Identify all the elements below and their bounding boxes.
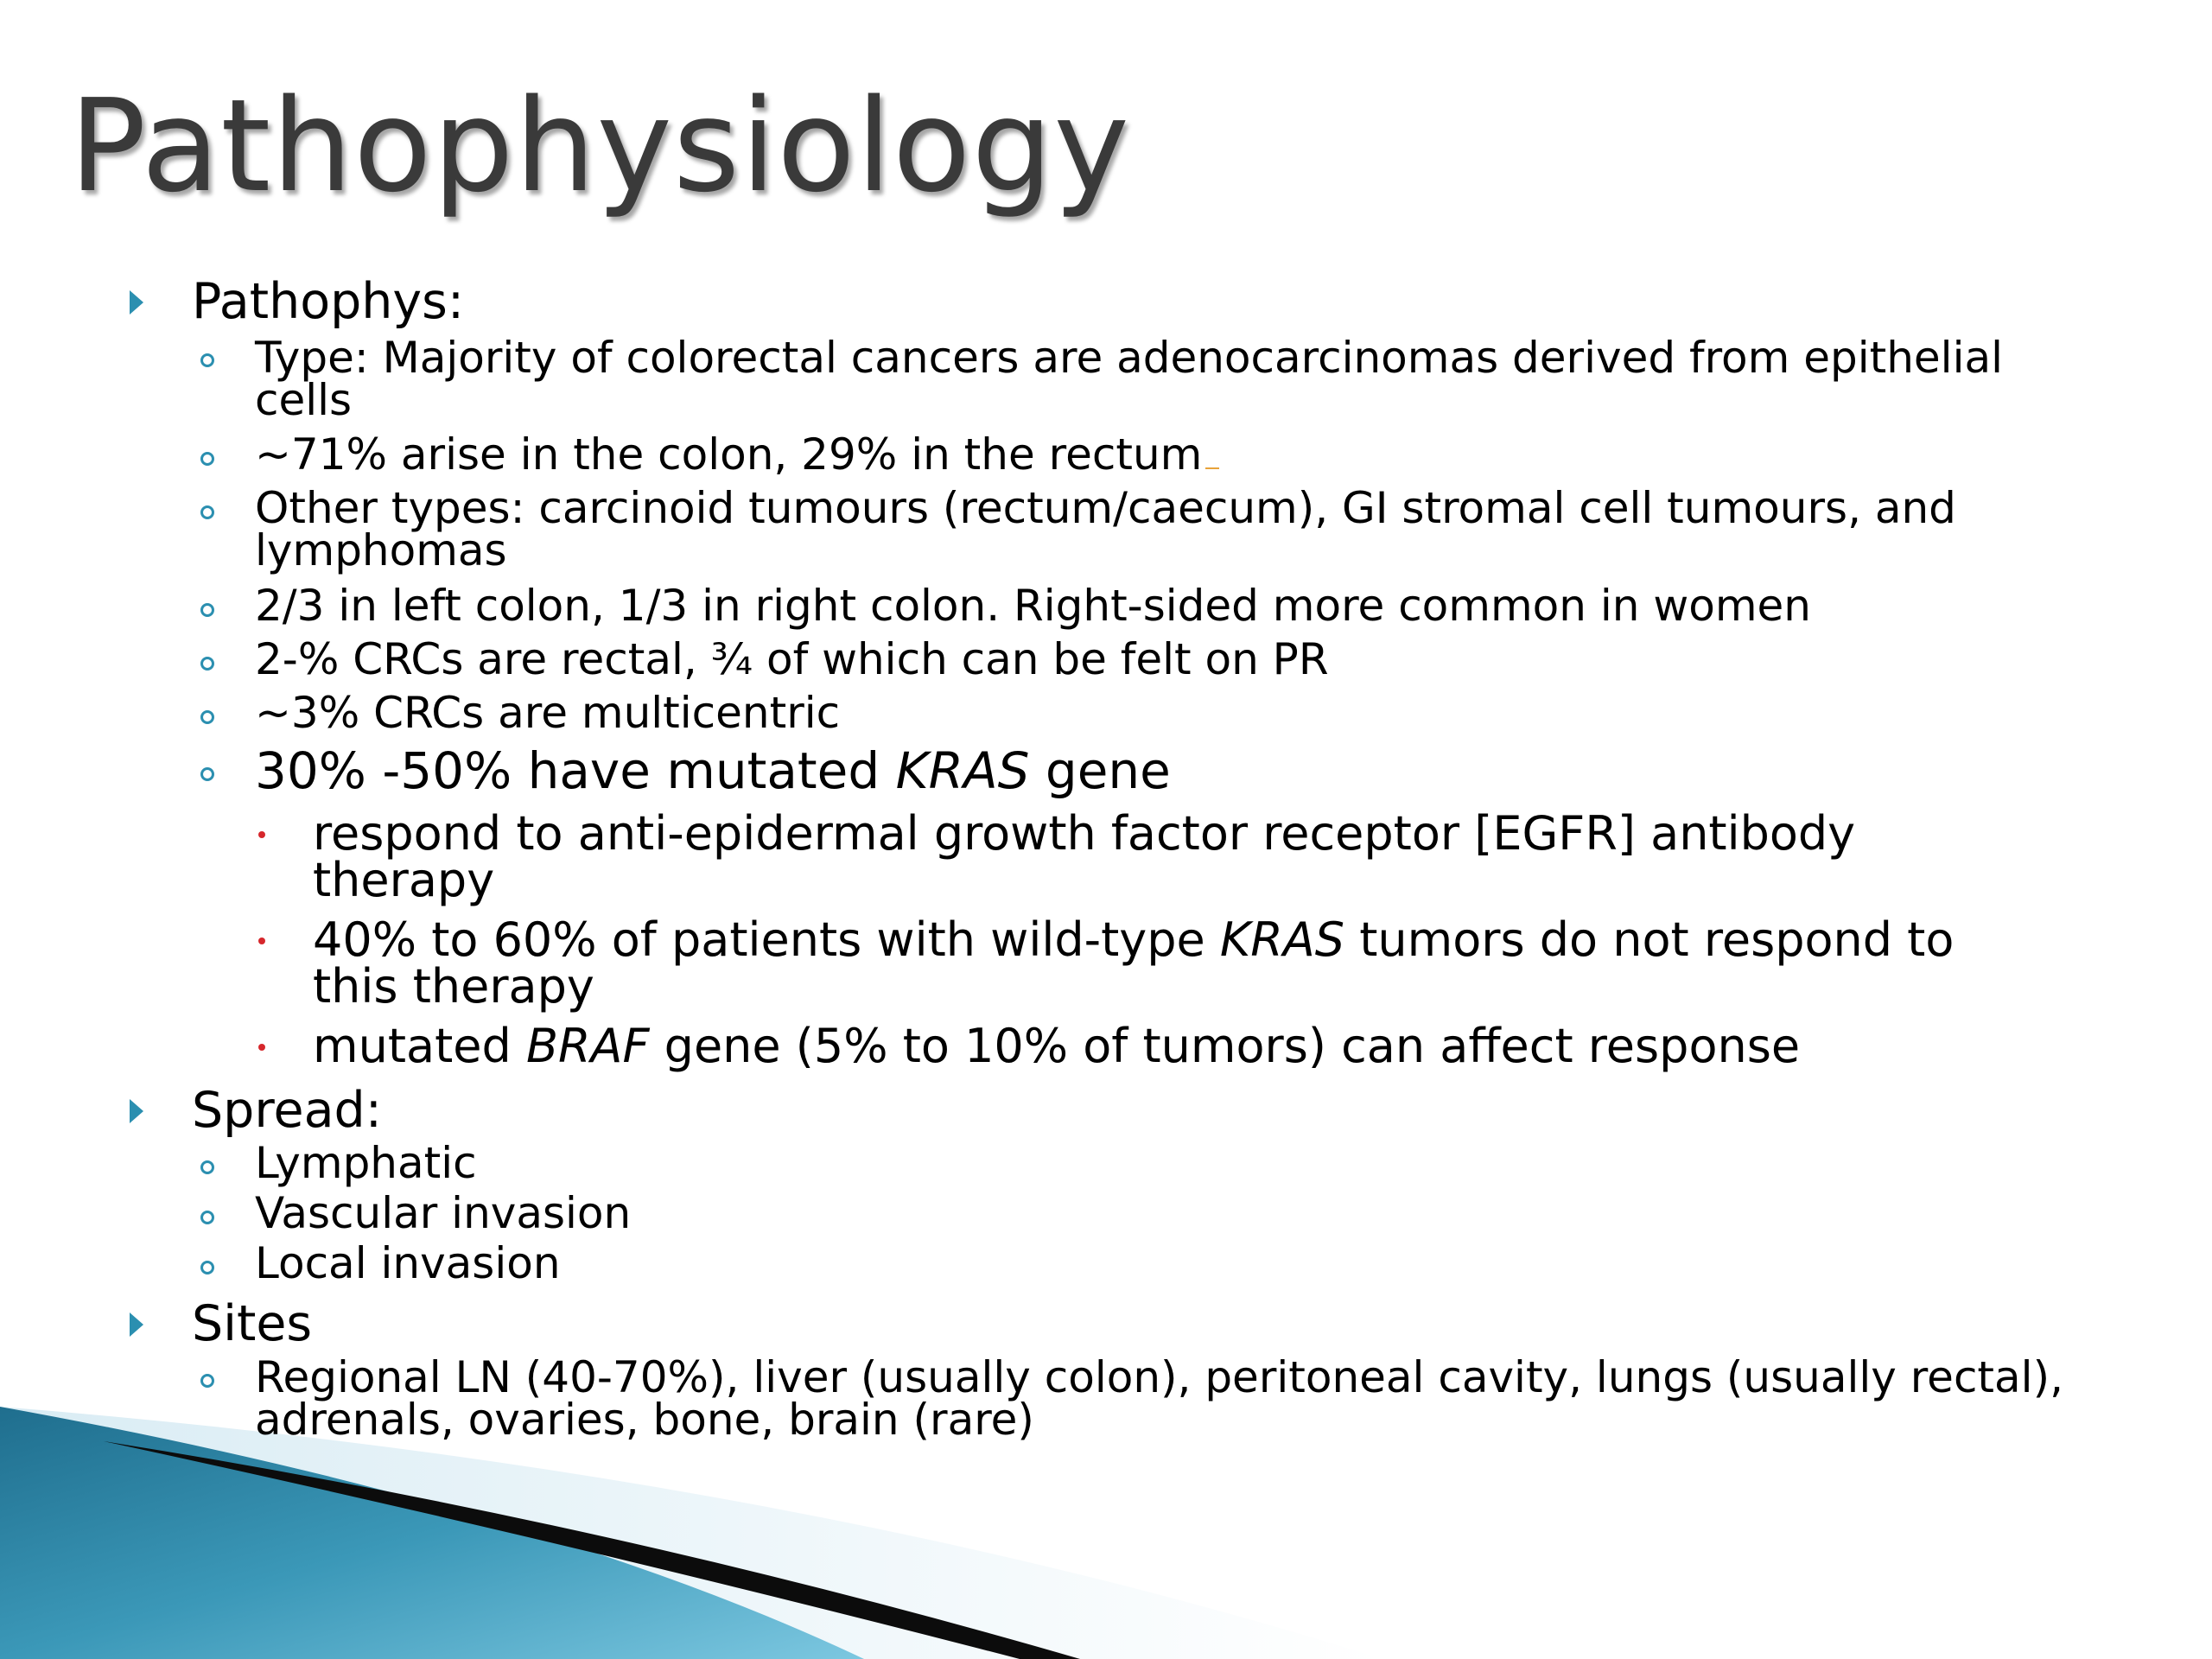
triangle-right-icon bbox=[130, 290, 143, 315]
text-cursor-mark bbox=[1205, 467, 1219, 469]
section-heading-sites: Sites bbox=[192, 1295, 313, 1352]
section-heading-spread: Spread: bbox=[192, 1082, 382, 1139]
list-item: Lymphatic bbox=[255, 1138, 477, 1188]
list-item: Other types: carcinoid tumours (rectum/caecum), GI stromal cell tumours, and lymphomas bbox=[255, 483, 1956, 575]
hollow-circle-icon bbox=[200, 1261, 214, 1274]
list-item: Regional LN (40-70%), liver (usually colon), peritoneal cavity, lungs (usually rectal), adrenals, ovaries, bone, brain (rare) bbox=[255, 1352, 2063, 1445]
list-item: Vascular invasion bbox=[255, 1188, 632, 1238]
hollow-circle-icon bbox=[200, 767, 214, 781]
hollow-circle-icon bbox=[200, 1374, 214, 1388]
hollow-circle-icon bbox=[200, 603, 214, 617]
list-item: 30% -50% have mutated KRAS gene bbox=[255, 741, 1171, 800]
slide-title: Pathophysiology bbox=[69, 72, 1130, 220]
hollow-circle-icon bbox=[200, 657, 214, 671]
small-square-dot-icon bbox=[258, 938, 265, 944]
list-item: Local invasion bbox=[255, 1238, 561, 1288]
triangle-right-icon bbox=[130, 1099, 143, 1123]
small-square-dot-icon bbox=[258, 831, 265, 838]
list-item: 2/3 in left colon, 1/3 in right colon. Right-sided more common in women bbox=[255, 581, 1811, 631]
list-item: Type: Majority of colorectal cancers are adenocarcinomas derived from epithelial cells bbox=[255, 333, 2003, 425]
hollow-circle-icon bbox=[200, 353, 214, 367]
hollow-circle-icon bbox=[200, 505, 214, 519]
list-item: ~71% arise in the colon, 29% in the rectum bbox=[255, 434, 2113, 476]
list-item: 2-% CRCs are rectal, ¾ of which can be felt on PR bbox=[255, 634, 1329, 684]
hollow-circle-icon bbox=[200, 1160, 214, 1174]
hollow-circle-icon bbox=[200, 710, 214, 724]
list-item: 40% to 60% of patients with wild-type KRAS tumors do not respond to this therapy bbox=[313, 912, 1955, 1014]
hollow-circle-icon bbox=[200, 452, 214, 466]
list-item: ~3% CRCs are multicentric bbox=[255, 688, 841, 738]
small-square-dot-icon bbox=[258, 1044, 265, 1051]
section-heading-pathophys: Pathophys: bbox=[192, 273, 465, 330]
list-item: respond to anti-epidermal growth factor receptor [EGFR] antibody therapy bbox=[313, 806, 1856, 907]
list-item: mutated BRAF gene (5% to 10% of tumors) can affect response bbox=[313, 1019, 1801, 1073]
triangle-right-icon bbox=[130, 1313, 143, 1337]
hollow-circle-icon bbox=[200, 1211, 214, 1224]
